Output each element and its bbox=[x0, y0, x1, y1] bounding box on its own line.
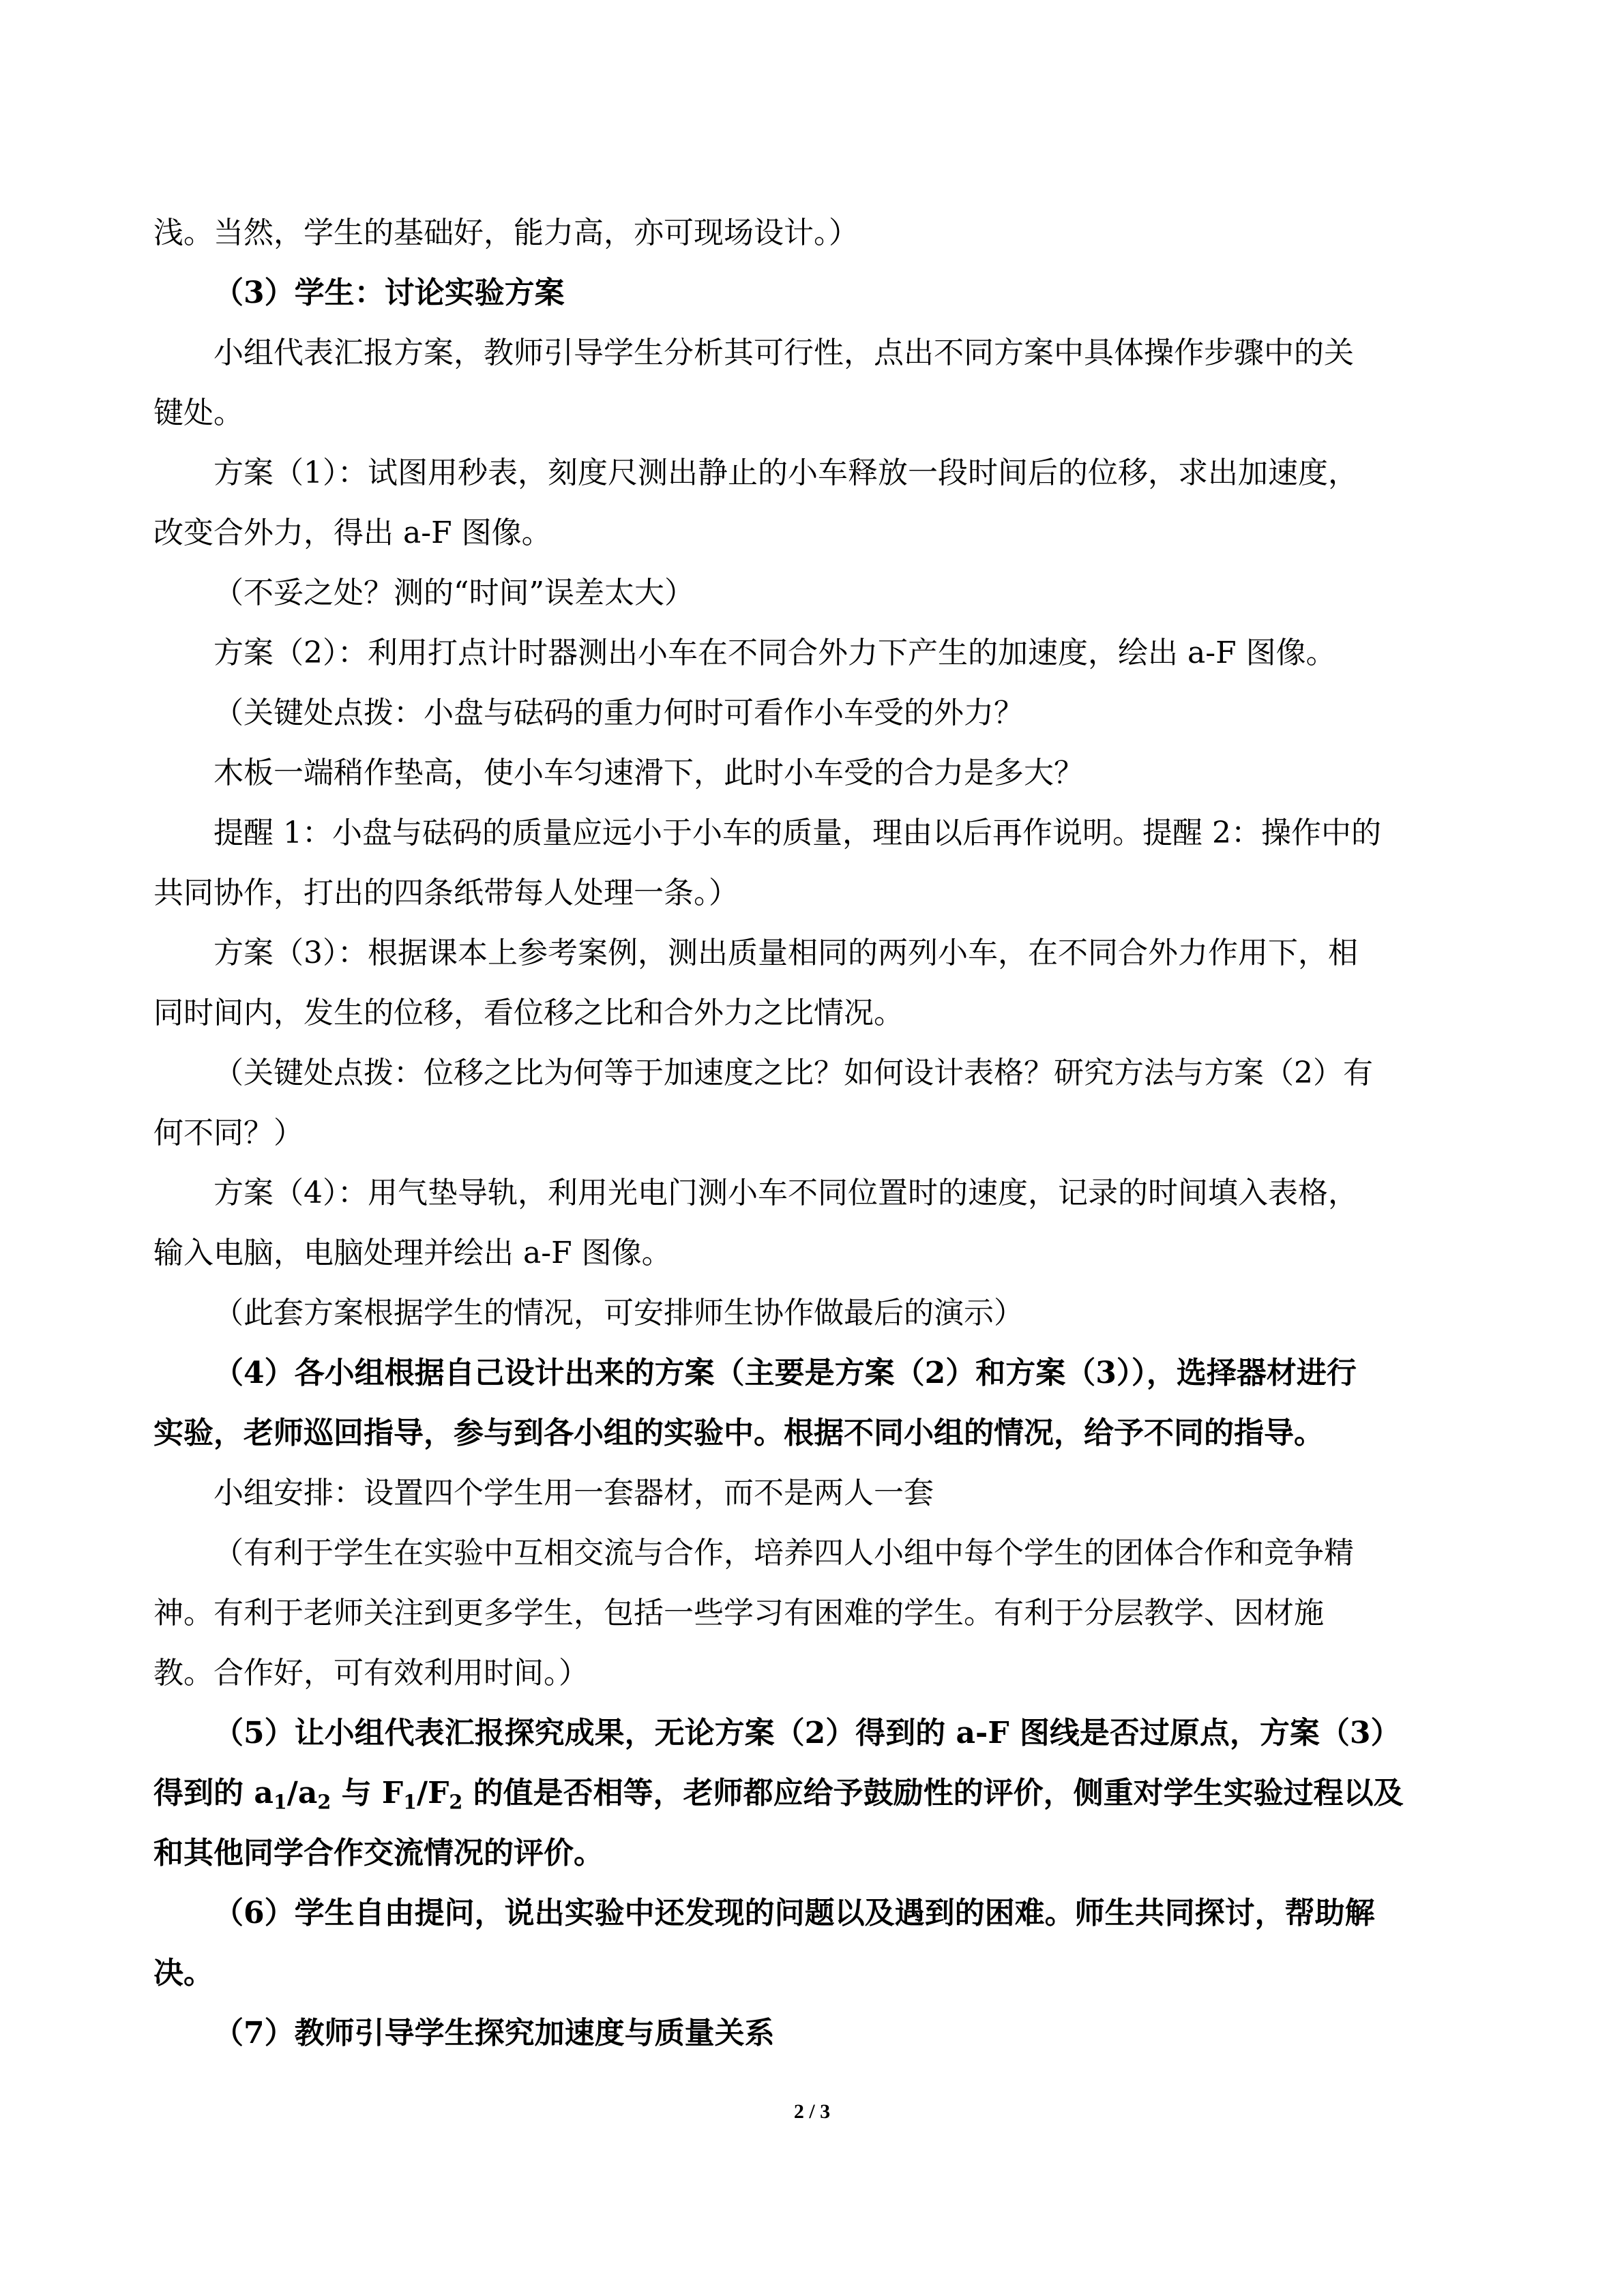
formula-slash: / bbox=[286, 1776, 298, 1810]
plan-2-line: 方案（2）：利用打点计时器测出小车在不同合外力下产生的加速度，绘出 a-F 图像。 bbox=[213, 636, 1336, 670]
text-line: 浅。当然，学生的基础好，能力高，亦可现场设计。） bbox=[153, 215, 859, 250]
section-heading-3: （3）学生：讨论实验方案 bbox=[213, 275, 565, 310]
formula-prefix: 得到的 bbox=[153, 1776, 254, 1810]
plan-3-line: 方案（3）：根据课本上参考案例，测出质量相同的两列小车，在不同合外力作用下，相 bbox=[213, 936, 1358, 970]
formula-a2: a bbox=[297, 1776, 318, 1810]
text-line: 神。有利于老师关注到更多学生，包括一些学习有困难的学生。有利于分层教学、因材施 bbox=[153, 1596, 1324, 1630]
text-line: （关键处点拨：小盘与砝码的重力何时可看作小车受的外力？ bbox=[213, 696, 1024, 730]
text-line: 决。 bbox=[153, 1956, 213, 1991]
formula-fsub2: 2 bbox=[449, 1790, 463, 1814]
document-body bbox=[153, 203, 1470, 2063]
text-line: （有利于学生在实验中互相交流与合作，培养四人小组中每个学生的团体合作和竞争精 bbox=[213, 1536, 1354, 1570]
text-line: 键处。 bbox=[153, 396, 243, 430]
text-line: 木板一端稍作垫高，使小车匀速滑下，此时小车受的合力是多大？ bbox=[213, 756, 1084, 790]
text-line: 小组安排：设置四个学生用一套器材，而不是两人一套 bbox=[213, 1476, 934, 1510]
formula-fsub1: 1 bbox=[403, 1790, 417, 1814]
text-line: 提醒 1：小盘与砝码的质量应远小于小车的质量，理由以后再作说明。提醒 2：操作中的 bbox=[213, 816, 1381, 850]
formula-f1: F bbox=[381, 1776, 404, 1810]
text-line: 教。合作好，可有效利用时间。） bbox=[153, 1656, 589, 1690]
text-line: （不妥之处？测的“时间”误差太大） bbox=[213, 576, 694, 610]
text-line: 改变合外力，得出 a-F 图像。 bbox=[153, 516, 552, 550]
text-line: （此套方案根据学生的情况，可安排师生协作做最后的演示） bbox=[213, 1296, 1024, 1330]
section-heading-5: （5）让小组代表汇报探究成果，无论方案（2）得到的 a-F 图线是否过原点，方案（3） bbox=[213, 1716, 1401, 1750]
text-line: 实验，老师巡回指导，参与到各小组的实验中。根据不同小组的情况，给予不同的指导。 bbox=[153, 1416, 1324, 1450]
text-line: 输入电脑，电脑处理并绘出 a-F 图像。 bbox=[153, 1236, 672, 1270]
text-line: 同时间内，发生的位移，看位移之比和合外力之比情况。 bbox=[153, 996, 904, 1030]
text-line: 小组代表汇报方案，教师引导学生分析其可行性，点出不同方案中具体操作步骤中的关 bbox=[213, 336, 1354, 370]
formula-suffix: 的值是否相等，老师都应给予鼓励性的评价，侧重对学生实验过程以及 bbox=[462, 1776, 1404, 1810]
section-heading-6: （6）学生自由提问，说出实验中还发现的问题以及遇到的困难。师生共同探讨，帮助解 bbox=[213, 1896, 1375, 1930]
formula-sub1: 1 bbox=[273, 1790, 287, 1814]
formula-sub2: 2 bbox=[317, 1790, 331, 1814]
plan-4-line: 方案（4）：用气垫导轨，利用光电门测小车不同位置时的速度，记录的时间填入表格， bbox=[213, 1176, 1358, 1210]
formula-f2: F bbox=[428, 1776, 449, 1810]
formula-fslash: / bbox=[417, 1776, 428, 1810]
section-heading-7: （7）教师引导学生探究加速度与质量关系 bbox=[213, 2016, 775, 2051]
section-heading-4: （4）各小组根据自己设计出来的方案（主要是方案（2）和方案（3）），选择器材进行 bbox=[213, 1356, 1357, 1390]
formula-line bbox=[153, 1763, 1470, 1823]
text-line: 共同协作，打出的四条纸带每人处理一条。） bbox=[153, 876, 739, 910]
page-number: 2 / 3 bbox=[793, 2100, 831, 2123]
text-line: （关键处点拨：位移之比为何等于加速度之比？如何设计表格？研究方法与方案（2）有 bbox=[213, 1056, 1373, 1090]
text-line: 和其他同学合作交流情况的评价。 bbox=[153, 1836, 604, 1870]
formula-a1: a bbox=[254, 1776, 274, 1810]
text-line: 何不同？） bbox=[153, 1116, 304, 1150]
plan-1-line: 方案（1）：试图用秒表，刻度尺测出静止的小车释放一段时间后的位移，求出加速度， bbox=[213, 456, 1358, 490]
formula-mid: 与 bbox=[331, 1776, 382, 1810]
